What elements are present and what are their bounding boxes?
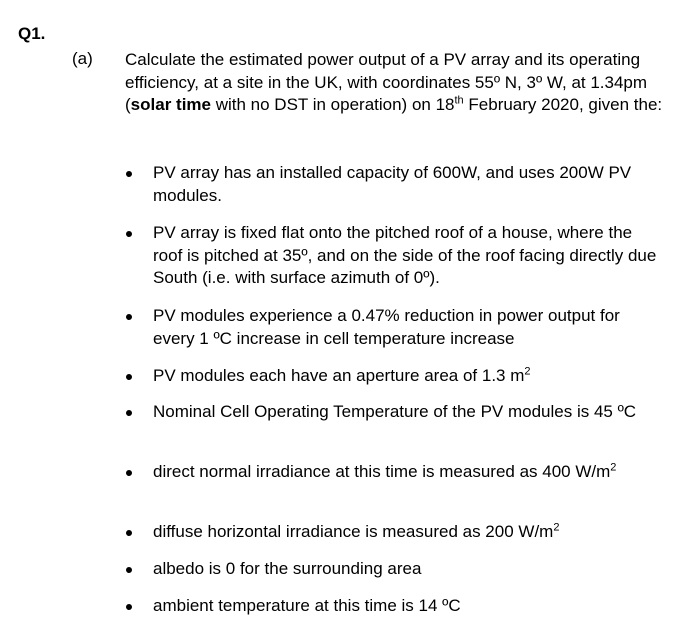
list-item: [153, 558, 663, 581]
list-item-superscript: 2: [524, 365, 531, 378]
intro-text: Calculate the estimated power output of a PV array and its operating efficiency, at a site in the UK, with coordinates 55º N, 3º W, at 1.34pm (: [125, 50, 648, 114]
bullet-icon: [126, 470, 132, 476]
question-number: Q1.: [18, 24, 46, 43]
bullet-icon: [126, 231, 132, 237]
list-item-text: albedo is 0 for the surrounding area: [153, 559, 422, 578]
list-item-superscript: 2: [610, 461, 617, 474]
bullet-icon: [126, 604, 132, 610]
list-item: [153, 222, 663, 290]
list-item-text: PV modules each have an aperture area of 1.3 m: [153, 366, 525, 385]
list-item: [153, 521, 663, 544]
list-item-text: ambient temperature at this time is 14 ºC: [153, 596, 461, 615]
list-item-text: PV array is fixed flat onto the pitched roof of a house, where the roof is pitched at 35º, and on the side of the roof facing directly due South (i.e. with surface azimuth of 0º).: [153, 223, 657, 287]
bullet-icon: [126, 410, 132, 416]
list-item: [153, 305, 663, 350]
intro-text-end: February 2020, given the:: [463, 95, 663, 114]
list-item-text: PV modules experience a 0.47% reduction in power output for every 1 ºC increase in cell temperature increase: [153, 306, 620, 348]
bullet-icon: [126, 314, 132, 320]
bullet-icon: [126, 171, 132, 177]
bullet-icon: [126, 374, 132, 380]
question-intro: [125, 49, 665, 117]
list-item-text: Nominal Cell Operating Temperature of the PV modules is 45 ºC: [153, 402, 637, 421]
list-item: [153, 162, 663, 207]
list-item-text: direct normal irradiance at this time is measured as 400 W/m: [153, 462, 611, 481]
list-item: [153, 595, 663, 618]
list-item-text: diffuse horizontal irradiance is measured as 200 W/m: [153, 522, 554, 541]
list-item: [153, 401, 663, 424]
bullet-icon: [126, 530, 132, 536]
bullet-icon: [126, 567, 132, 573]
intro-bold-text: solar time: [130, 95, 211, 114]
list-item-superscript: 2: [553, 521, 560, 534]
list-item-text: PV array has an installed capacity of 600W, and uses 200W PV modules.: [153, 163, 632, 205]
date-ordinal-suffix: th: [454, 94, 464, 107]
list-item: [153, 461, 663, 484]
intro-text-continued: with no DST in operation) on 18: [210, 95, 455, 114]
list-item: [153, 365, 663, 388]
part-label: (a): [72, 49, 93, 68]
